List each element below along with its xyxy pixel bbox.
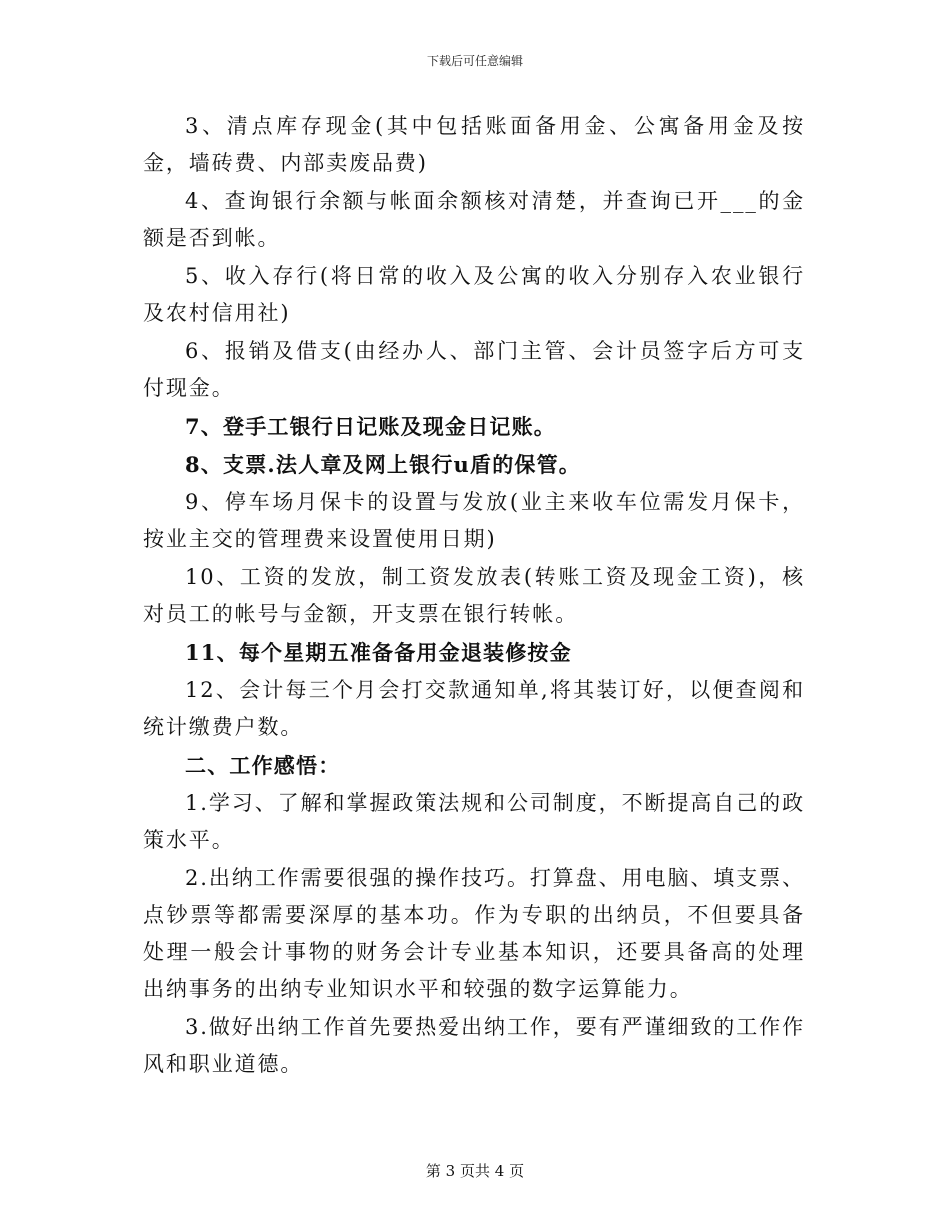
paragraph-9: 11、每个星期五准备备用金退装修按金 (185, 640, 572, 665)
paragraph-11: 1.学习、了解和掌握政策法规和公司制度，不断提高自己的政策水平。 (143, 791, 805, 852)
page-footer: 第 3 页共 4 页 (425, 1162, 525, 1180)
paragraph-8: 10、工资的发放，制工资发放表(转账工资及现金工资)，核对员工的帐号与金额，开支票在银行转帐。 (143, 565, 805, 626)
paragraph-13: 3.做好出纳工作首先要热爱出纳工作，要有严谨细致的工作作风和职业道德。 (143, 1015, 805, 1076)
paragraph-3: 5、收入存行(将日常的收入及公寓的收入分别存入农业银行及农村信用社) (143, 264, 805, 325)
paragraph-5: 7、登手工银行日记账及现金日记账。 (185, 414, 557, 439)
document-body (143, 108, 805, 1083)
paragraph-7: 9、停车场月保卡的设置与发放(业主来收车位需发月保卡，按业主交的管理费来设置使用日期) (143, 490, 805, 551)
paragraph-4: 6、报销及借支(由经办人、部门主管、会计员签字后方可支付现金。 (143, 339, 805, 400)
paragraph-10: 12、会计每三个月会打交款通知单,将其装订好，以便查阅和统计缴费户数。 (143, 678, 805, 739)
page-header: 下载后可任意编辑 (426, 54, 523, 68)
section-heading: 二、工作感悟： (185, 753, 341, 778)
paragraph-12: 2.出纳工作需要很强的操作技巧。打算盘、用电脑、填支票、点钞票等都需要深厚的基本功。作为专职的出纳员，不但要具备处理一般会计事物的财务会计专业基本知识，还要具备高的处理出纳事务的出纳专业知识水平和较强的数字运算能力。 (143, 866, 805, 1001)
paragraph-1: 3、清点库存现金(其中包括账面备用金、公寓备用金及按金，墙砖费、内部卖废品费) (143, 114, 805, 175)
paragraph-6: 8、支票.法人章及网上银行u盾的保管。 (185, 452, 581, 477)
paragraph-2: 4、查询银行余额与帐面余额核对清楚，并查询已开___的金额是否到帐。 (143, 189, 805, 250)
